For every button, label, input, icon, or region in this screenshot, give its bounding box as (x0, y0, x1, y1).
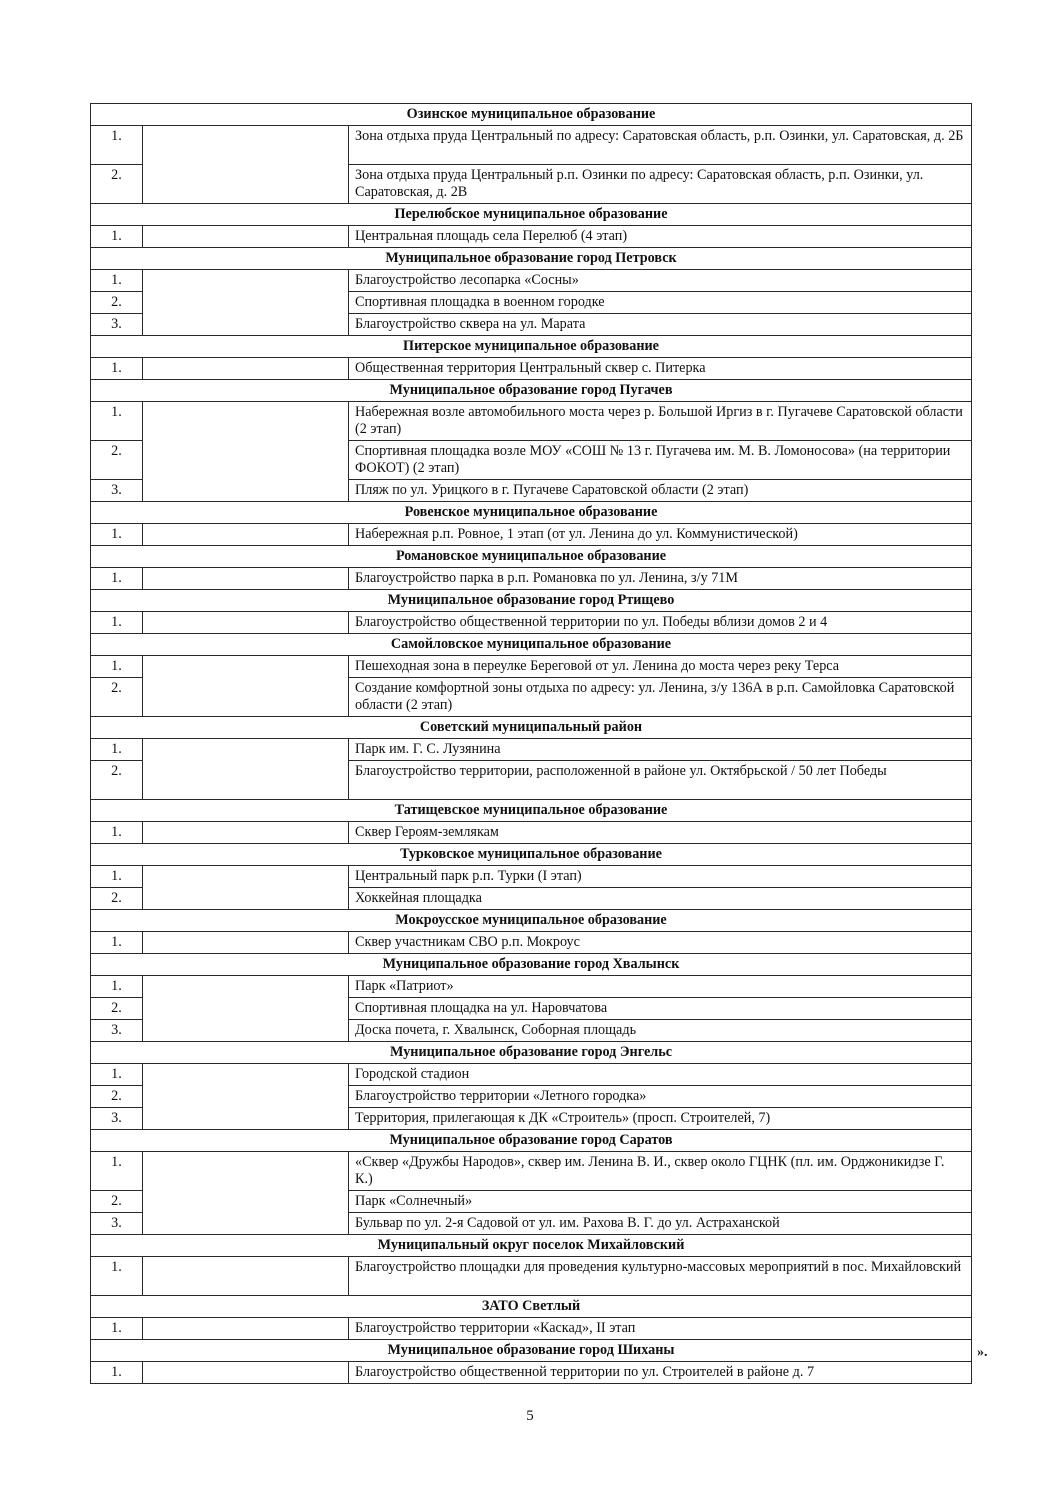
group-header-row (91, 546, 972, 568)
item-description: Хоккейная площадка (349, 888, 972, 910)
table-row (91, 656, 972, 678)
group-title: Перелюбское муниципальное образование (91, 204, 972, 226)
item-number: 1. (91, 226, 143, 248)
group-header-row (91, 954, 972, 976)
item-description: Общественная территория Центральный сквер с. Питерка (349, 358, 972, 380)
table-row (91, 866, 972, 888)
item-description: Зона отдыха пруда Центральный по адресу: Саратовская область, р.п. Озинки, ул. Саратовская, д. 2Б (349, 126, 972, 165)
municipal-territories-table (90, 103, 972, 1384)
group-header-row (91, 1340, 972, 1362)
table-body (91, 104, 972, 1384)
item-number: 1. (91, 126, 143, 165)
table-row (91, 270, 972, 292)
item-number: 1. (91, 1257, 143, 1296)
item-number: 1. (91, 358, 143, 380)
item-number: 3. (91, 314, 143, 336)
table-row (91, 126, 972, 165)
item-description: Набережная возле автомобильного моста через р. Большой Иргиз в г. Пугачеве Саратовской области (2 этап) (349, 402, 972, 441)
item-description: «Сквер «Дружбы Народов», сквер им. Ленина В. И., сквер около ГЦНК (пл. им. Орджоникидзе Г. К.) (349, 1152, 972, 1191)
table-row (91, 1362, 972, 1384)
table-row (91, 226, 972, 248)
item-description: Благоустройство парка в р.п. Романовка по ул. Ленина, з/у 71М (349, 568, 972, 590)
empty-merged-cell (143, 1152, 349, 1235)
group-header-row (91, 380, 972, 402)
item-description: Благоустройство территории, расположенной в районе ул. Октябрьской / 50 лет Победы (349, 761, 972, 800)
table-row (91, 402, 972, 441)
group-title: Ровенское муниципальное образование (91, 502, 972, 524)
item-number: 3. (91, 1213, 143, 1235)
table-row (91, 1152, 972, 1191)
group-header-row (91, 634, 972, 656)
group-title: ЗАТО Светлый (91, 1296, 972, 1318)
item-number: 1. (91, 976, 143, 998)
group-title: Муниципальное образование город Хвалынск (91, 954, 972, 976)
empty-merged-cell (143, 612, 349, 634)
empty-merged-cell (143, 822, 349, 844)
item-number: 1. (91, 822, 143, 844)
empty-merged-cell (143, 568, 349, 590)
item-number: 2. (91, 761, 143, 800)
table-row (91, 358, 972, 380)
group-header-row (91, 1130, 972, 1152)
item-description: Центральная площадь села Перелюб (4 этап) (349, 226, 972, 248)
group-header-row (91, 1296, 972, 1318)
table-row (91, 612, 972, 634)
empty-merged-cell (143, 1257, 349, 1296)
group-title: Питерское муниципальное образование (91, 336, 972, 358)
table-row (91, 739, 972, 761)
item-description: Благоустройство сквера на ул. Марата (349, 314, 972, 336)
empty-merged-cell (143, 358, 349, 380)
empty-merged-cell (143, 1064, 349, 1130)
item-number: 1. (91, 656, 143, 678)
group-title: Муниципальное образование город Петровск (91, 248, 972, 270)
group-title: Муниципальное образование город Ртищево (91, 590, 972, 612)
item-number: 1. (91, 1152, 143, 1191)
group-title: Муниципальный округ поселок Михайловский (91, 1235, 972, 1257)
item-description: Благоустройство территории «Летного городка» (349, 1086, 972, 1108)
table-row (91, 976, 972, 998)
page-number: 5 (526, 1408, 534, 1424)
group-title: Мокроусское муниципальное образование (91, 910, 972, 932)
group-header-row (91, 1042, 972, 1064)
empty-merged-cell (143, 402, 349, 502)
item-description: Бульвар по ул. 2-я Садовой от ул. им. Рахова В. Г. до ул. Астраханской (349, 1213, 972, 1235)
table-row (91, 1064, 972, 1086)
item-description: Благоустройство территории «Каскад», II этап (349, 1318, 972, 1340)
item-description: Территория, прилегающая к ДК «Строитель» (просп. Строителей, 7) (349, 1108, 972, 1130)
empty-merged-cell (143, 866, 349, 910)
item-number: 2. (91, 165, 143, 204)
group-title: Татищевское муниципальное образование (91, 800, 972, 822)
closing-quote-mark: ». (977, 1345, 988, 1360)
item-description: Спортивная площадка в военном городке (349, 292, 972, 314)
group-title: Муниципальное образование город Саратов (91, 1130, 972, 1152)
group-title: Турковское муниципальное образование (91, 844, 972, 866)
empty-merged-cell (143, 1362, 349, 1384)
empty-merged-cell (143, 932, 349, 954)
item-number: 1. (91, 739, 143, 761)
item-number: 3. (91, 1020, 143, 1042)
item-number: 1. (91, 866, 143, 888)
item-number: 1. (91, 402, 143, 441)
item-description: Благоустройство общественной территории по ул. Строителей в районе д. 7 (349, 1362, 972, 1384)
item-number: 1. (91, 524, 143, 546)
item-description: Сквер участникам СВО р.п. Мокроус (349, 932, 972, 954)
item-description: Спортивная площадка на ул. Наровчатова (349, 998, 972, 1020)
empty-merged-cell (143, 524, 349, 546)
table-row (91, 1257, 972, 1296)
group-header-row (91, 104, 972, 126)
table-row (91, 822, 972, 844)
group-header-row (91, 336, 972, 358)
table-row (91, 932, 972, 954)
table-row (91, 1318, 972, 1340)
item-number: 2. (91, 678, 143, 717)
empty-merged-cell (143, 270, 349, 336)
item-number: 1. (91, 1318, 143, 1340)
item-description: Парк им. Г. С. Лузянина (349, 739, 972, 761)
empty-merged-cell (143, 226, 349, 248)
item-description: Набережная р.п. Ровное, 1 этап (от ул. Ленина до ул. Коммунистической) (349, 524, 972, 546)
item-number: 3. (91, 1108, 143, 1130)
group-header-row (91, 502, 972, 524)
group-header-row (91, 717, 972, 739)
group-title: Самойловское муниципальное образование (91, 634, 972, 656)
group-header-row (91, 1235, 972, 1257)
item-number: 1. (91, 1064, 143, 1086)
item-number: 1. (91, 568, 143, 590)
item-number: 2. (91, 888, 143, 910)
empty-merged-cell (143, 976, 349, 1042)
group-header-row (91, 844, 972, 866)
item-description: Доска почета, г. Хвалынск, Соборная площадь (349, 1020, 972, 1042)
table-row (91, 568, 972, 590)
item-description: Городской стадион (349, 1064, 972, 1086)
group-title: Муниципальное образование город Энгельс (91, 1042, 972, 1064)
item-description: Пляж по ул. Урицкого в г. Пугачеве Саратовской области (2 этап) (349, 480, 972, 502)
group-header-row (91, 590, 972, 612)
group-title: Романовское муниципальное образование (91, 546, 972, 568)
item-description: Благоустройство лесопарка «Сосны» (349, 270, 972, 292)
empty-merged-cell (143, 1318, 349, 1340)
group-header-row (91, 910, 972, 932)
item-number: 2. (91, 441, 143, 480)
group-title: Советский муниципальный район (91, 717, 972, 739)
item-number: 2. (91, 1086, 143, 1108)
item-number: 1. (91, 1362, 143, 1384)
item-description: Создание комфортной зоны отдыха по адресу: ул. Ленина, з/у 136А в р.п. Самойловка Саратовской области (2 этап) (349, 678, 972, 717)
empty-merged-cell (143, 739, 349, 800)
table-row (91, 524, 972, 546)
group-title: Озинское муниципальное образование (91, 104, 972, 126)
item-description: Пешеходная зона в переулке Береговой от ул. Ленина до моста через реку Терса (349, 656, 972, 678)
item-number: 2. (91, 1191, 143, 1213)
group-header-row (91, 204, 972, 226)
group-title: Муниципальное образование город Шиханы (91, 1340, 972, 1362)
item-number: 2. (91, 998, 143, 1020)
item-description: Благоустройство общественной территории по ул. Победы вблизи домов 2 и 4 (349, 612, 972, 634)
item-number: 1. (91, 612, 143, 634)
group-title: Муниципальное образование город Пугачев (91, 380, 972, 402)
group-header-row (91, 248, 972, 270)
item-description: Спортивная площадка возле МОУ «СОШ № 13 г. Пугачева им. М. В. Ломоносова» (на территории ФОКОТ) (2 этап) (349, 441, 972, 480)
item-description: Парк «Солнечный» (349, 1191, 972, 1213)
group-header-row (91, 800, 972, 822)
item-number: 1. (91, 932, 143, 954)
empty-merged-cell (143, 656, 349, 717)
item-number: 1. (91, 270, 143, 292)
item-description: Центральный парк р.п. Турки (I этап) (349, 866, 972, 888)
item-number: 2. (91, 292, 143, 314)
item-description: Парк «Патриот» (349, 976, 972, 998)
item-number: 3. (91, 480, 143, 502)
item-description: Зона отдыха пруда Центральный р.п. Озинки по адресу: Саратовская область, р.п. Озинки, ул. Саратовская, д. 2В (349, 165, 972, 204)
item-description: Благоустройство площадки для проведения культурно-массовых мероприятий в пос. Михайловский (349, 1257, 972, 1296)
item-description: Сквер Героям-землякам (349, 822, 972, 844)
empty-merged-cell (143, 126, 349, 204)
